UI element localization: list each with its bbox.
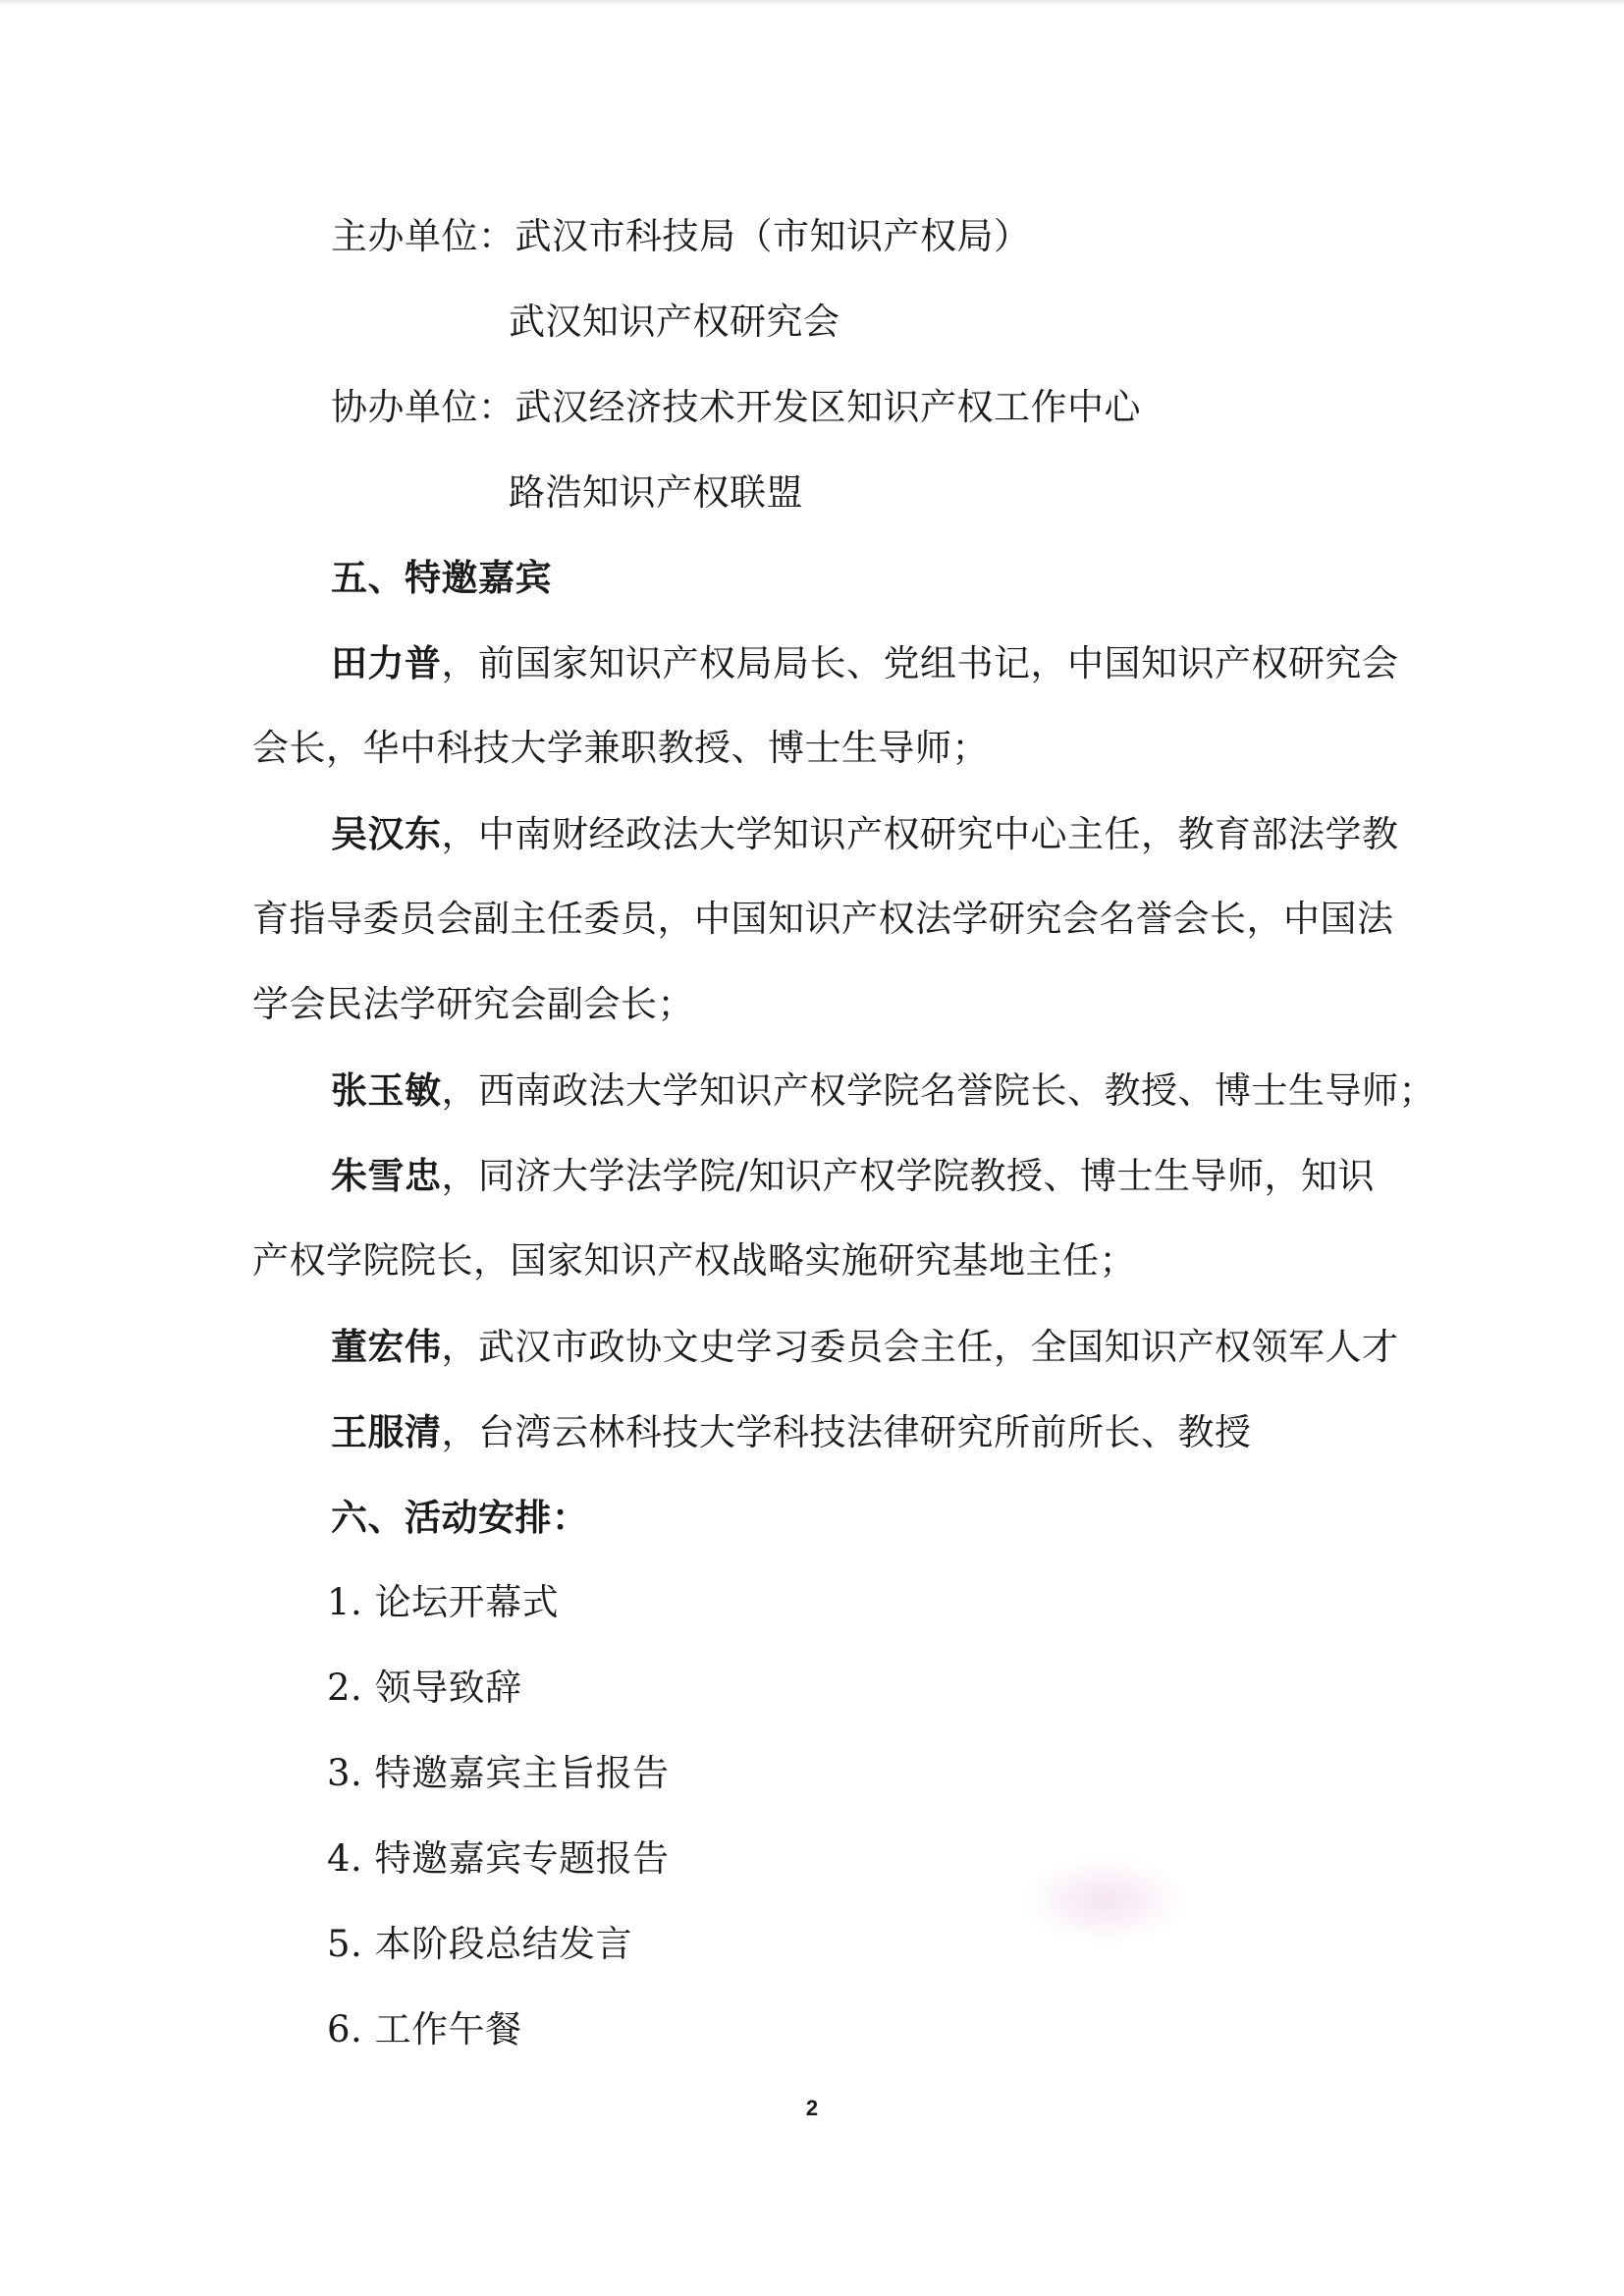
guest-3-line-1 [331, 1066, 1435, 1116]
host-line-1 [331, 212, 1031, 261]
guest-2-text-1: ，中南财经政法大学知识产权研究中心主任，教育部法学教 [441, 813, 1399, 855]
guest-6-line-1 [331, 1407, 1252, 1457]
co-line-1 [331, 383, 1141, 432]
guest-5-line-1 [331, 1322, 1399, 1372]
guest-4-text-1: ，同济大学法学院/知识产权学院教授、博士生导师，知识 [441, 1155, 1375, 1197]
guest-6-text-1: ，台湾云林科技大学科技法律研究所前所长、教授 [441, 1411, 1252, 1453]
schedule-heading: 六、活动安排： [331, 1496, 589, 1539]
guest-4-name: 朱雪忠 [331, 1154, 442, 1197]
schedule-item-5: 5. 本阶段总结发言 [327, 1923, 633, 1965]
co-1: 武汉经济技术开发区知识产权工作中心 [514, 386, 1141, 428]
schedule-item-2: 2. 领导致辞 [327, 1667, 522, 1709]
guest-3-name: 张玉敏 [331, 1068, 442, 1112]
host-label: 主办单位： [331, 215, 515, 257]
schedule-item-3: 3. 特邀嘉宾主旨报告 [327, 1752, 670, 1794]
guest-5-name: 董宏伟 [331, 1325, 442, 1368]
schedule-item-1: 1. 论坛开幕式 [327, 1581, 560, 1623]
guest-1-line-2: 会长，华中科技大学兼职教授、博士生导师； [252, 727, 989, 769]
scan-edge [0, 0, 1624, 6]
guest-2-name: 吴汉东 [331, 812, 442, 855]
schedule-item-4: 4. 特邀嘉宾专题报告 [327, 1837, 670, 1880]
guest-2-line-2: 育指导委员会副主任委员，中国知识产权法学研究会名誉会长，中国法 [252, 898, 1394, 940]
guest-5-text-1: ，武汉市政协文史学习委员会主任，全国知识产权领军人才 [441, 1326, 1399, 1368]
guest-3-text-1: ，西南政法大学知识产权学院名誉院长、教授、博士生导师； [441, 1069, 1435, 1112]
guest-2-line-3: 学会民法学研究会副会长； [252, 983, 694, 1025]
guest-2-line-1 [331, 809, 1399, 859]
guest-1-text-1: ，前国家知识产权局局长、党组书记，中国知识产权研究会 [441, 642, 1399, 684]
page-number: 2 [805, 2096, 819, 2120]
host-1: 武汉市科技局（市知识产权局） [514, 215, 1031, 257]
faint-stamp-mark [1021, 1856, 1188, 1944]
guest-6-name: 王服清 [331, 1410, 442, 1453]
guests-heading: 五、特邀嘉宾 [331, 556, 552, 599]
guest-4-line-2: 产权学院院长，国家知识产权战略实施研究基地主任； [252, 1239, 1136, 1282]
co-label: 协办单位： [331, 386, 515, 428]
guest-1-line-1 [331, 638, 1399, 688]
guest-1-name: 田力普 [331, 641, 442, 684]
schedule-item-6: 6. 工作午餐 [327, 2008, 522, 2050]
host-line-2 [509, 298, 840, 347]
guest-4-line-1 [331, 1151, 1375, 1201]
co-2: 路浩知识产权联盟 [509, 471, 803, 514]
host-2: 武汉知识产权研究会 [509, 301, 840, 343]
co-line-2 [509, 468, 803, 518]
